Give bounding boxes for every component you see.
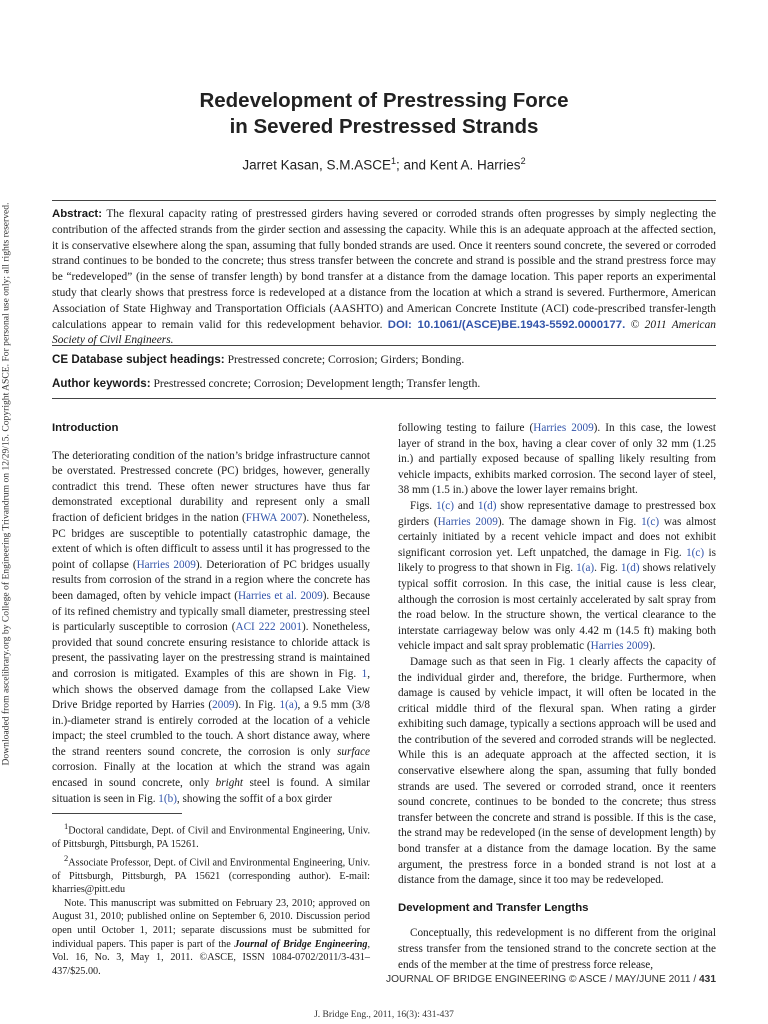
footnote-2: $^2$Associate Professor, Dept. of Civil and Environmental Engineering, Univ. of Pittsburgh, Pittsburgh, PA 15621 (corresponding author). E-mail: kharries@pitt.edu xyxy=(52,852,370,896)
page-footer xyxy=(386,974,716,985)
figure-link[interactable]: 1(a) xyxy=(279,699,298,712)
doi-label: DOI: xyxy=(387,318,412,331)
copyright: © 2011 American Society of Civil Engineers. xyxy=(52,318,716,347)
figure-link[interactable]: 1 xyxy=(361,667,368,680)
right-paragraph-1: following testing to failure (Harries 2009). In this case, the lowest layer of strand in the box, having a clear cover of only 32 mm (1.25 in.) and partially exposed because of spalling likely resulting from vehicle impacts, exhibits marked corrosion. The second layer of steel, 38 mm (1.5 in.) above the lower layer remains bright. xyxy=(398,422,716,497)
section-heading-introduction: Introduction xyxy=(52,422,119,434)
ce-subject-headings xyxy=(52,353,716,366)
ref-link[interactable]: ACI 222 2001 xyxy=(235,621,302,634)
right-column xyxy=(398,421,716,973)
right-paragraph-2: Figs. 1(c) and 1(d) show representative damage to prestressed box girders (Harries 2009). The damage shown in Fig. 1(c) was almost certainly initiated by a recent vehicle impact and does not exhibit significant corrosion yet. Left unpatched, the damage in Fig. 1(c) is likely to progress to that shown in Fig. 1(a). Fig. 1(d) shows relatively typical soffit corrosion. In this case, the initial cause is less clear, although the corrosion is most certainly accelerated by salt spray from the road below. In the structure shown, the vertical clearance to the interstate carriageway below was only 4.42 m (14.5 ft) making both vehicle impact and salt spray problematic (Harries 2009). xyxy=(398,499,717,653)
footnote-1: $^1$Doctoral candidate, Dept. of Civil and Environmental Engineering, Univ. of Pittsburgh, Pittsburgh, PA 15261. xyxy=(52,821,370,850)
figure-link[interactable]: 1(c) xyxy=(435,499,454,512)
right-paragraph-4: Conceptually, this redevelopment is no different from the original stress transfer from the tensioned strand to the concrete section at the ends of the member at the time of prestress force release, xyxy=(398,927,716,971)
author-keywords xyxy=(52,377,716,390)
author-2-affil: 2 xyxy=(520,156,526,166)
footnote-rule xyxy=(52,813,182,814)
manuscript-note: Note. This manuscript was submitted on February 23, 2010; approved on August 31, 2010; published online on September 6, 2010. Discussion period open until October 1, 2011; separate discussions must be submitted for individual papers. This paper is part of the Journal of Bridge Engineering, Vol. 16, No. 3, May 1, 2011. ©ASCE, ISSN 1084-0702/2011/3-431–437/$25.00. xyxy=(52,897,370,977)
figure-link[interactable]: 1(c) xyxy=(641,515,660,528)
paper-title xyxy=(0,88,768,140)
abstract-label: Abstract: xyxy=(52,208,103,220)
intro-paragraph: The deteriorating condition of the nation’s bridge infrastructure cannot be overstated. Prestressed concrete (PC) bridges, however, generally contradict this trend. These often newer structures have thus far demonstrated exceptional durability and represent only a small fraction of deficient bridges in the nation (FHWA 2007). Nonetheless, PC bridges are susceptible to potentially catastrophic damage, the extent of which is often difficult to assess until it has progressed to the point of collapse (Harries 2009). Deterioration of PC bridges usually results from corrosion of the strand in a region where the concrete has been damaged, often by vehicle impact (Harries et al. 2009). Because of its refined chemistry and typically small diameter, prestressing steel is particularly susceptible to corrosion (ACI 222 2001). Nonetheless, provided that sound concrete ensuring resistance to chloride attack is present, the passivating layer on the prestressing strand is maintained and corrosion is mitigated. Examples of this are shown in Fig. 1, which shows the observed damage from the collapsed Lake View Drive Bridge reported by Harries (2009). In Fig. 1(a), a 9.5 mm (3/8 in.)-diameter strand is entirely corroded at the location of a vehicle impact; the steel crumbled to the touch. A short distance away, where the strand reenters sound concrete, the corrosion is only surface corrosion. Finally at the location at which the strand was again encased in sound concrete, only bright steel is found. A similar situation is seen in Fig. 1(b), showing the soffit of a box girder xyxy=(52,449,371,805)
page-number: 431 xyxy=(699,974,716,985)
download-notice-sidebar xyxy=(0,202,13,766)
author-1: Jarret Kasan, S.M.ASCE xyxy=(242,157,391,173)
ref-link[interactable]: Harries 2009 xyxy=(136,558,196,571)
figure-link[interactable]: 1(d) xyxy=(477,499,497,512)
figure-link[interactable]: 1(d) xyxy=(620,562,640,575)
title-line-2: in Severed Prestressed Strands xyxy=(229,115,539,138)
figure-link[interactable]: 1(b) xyxy=(158,792,177,805)
abstract xyxy=(52,207,716,349)
author-keywords-label: Author keywords: xyxy=(52,377,151,390)
ce-headings-label: CE Database subject headings: xyxy=(52,353,225,366)
author-keywords-text: Prestressed concrete; Corrosion; Development length; Transfer length. xyxy=(150,377,481,390)
section-heading-development: Development and Transfer Lengths xyxy=(398,901,589,914)
abstract-text: The flexural capacity rating of prestressed girders having severed or corroded strands often progresses by simply neglecting the contribution of the affected strands from the girder section and assessing the capacity. While this is an adequate approach at the affected section, it is conservative elsewhere along the span, assuming that fully bonded strands are used. Once it reenters sound concrete, the severed or corroded strand continues to be bonded to the concrete; thus stress transfer between the concrete and strand is possible and the strand prestress force may be “redeveloped” (in the sense of transfer length) by bond transfer at a distance from the damage location. This paper reports an experimental study that clearly shows that prestress force is redeveloped at a distance from the location at which a strand is severed. Furthermore, American Association of State Highway and Transportation Officials (AASHTO) and American Concrete Institute (ACI) code-prescribed transfer-length calculations appear to remain valid for this redevelopment behavior. xyxy=(52,208,716,331)
ref-link[interactable]: Harries 2009 xyxy=(437,515,498,528)
download-notice-text: Downloaded from ascelibrary.org by College of Engineering Trivandrum on 12/29/15. Copyright ASCE. For personal use only; all rights reserved. xyxy=(0,202,12,766)
right-paragraph-3: Damage such as that seen in Fig. 1 clearly affects the capacity of the individual girder and, therefore, the bridge. Furthermore, when damage is caused by vehicle impact, it will often be located in the critical middle third of the flexural span. When rating a girder exhibiting such damage, typically a sections approach will be used and the contribution of the severed and corroded strands will be neglected. While this is an adequate approach at the affected section, it is conservative elsewhere along the span, assuming that fully bonded strands are used. The severed or corroded strand, once it reenters sound concrete, continues to be bonded to the concrete; thus stress transfer between the concrete and strand is possible. If this is the case, the strand may be redeveloped (in the sense of development length) by bond transfer at a distance from the damage location. By the same argument, the prestress force in a bonded strand is not lost at a distance from the damage, since it too may be redeveloped. xyxy=(398,655,716,887)
keywords-bottom-rule xyxy=(52,398,716,399)
ref-link[interactable]: Harries et al. 2009 xyxy=(237,589,323,602)
author-separator: ; and Kent A. Harries xyxy=(395,157,521,173)
figure-link[interactable]: 1(a) xyxy=(576,562,595,575)
figure-link[interactable]: 1(c) xyxy=(686,546,705,559)
ref-link[interactable]: Harries 2009 xyxy=(533,422,594,434)
ref-link[interactable]: 2009 xyxy=(212,699,235,712)
footnotes xyxy=(52,820,370,978)
abstract-bottom-rule xyxy=(52,345,716,346)
author-1-affil: 1 xyxy=(390,156,396,166)
doi-link[interactable]: 10.1061/(ASCE)BE.1943-5592.0000177. xyxy=(411,318,626,331)
ref-link[interactable]: Harries 2009 xyxy=(590,640,649,653)
abstract-top-rule xyxy=(52,200,716,201)
author-line xyxy=(0,156,768,173)
ref-link[interactable]: FHWA 2007 xyxy=(245,511,303,524)
left-column xyxy=(52,421,370,807)
footer-journal: JOURNAL OF BRIDGE ENGINEERING © ASCE / MAY/JUNE 2011 / xyxy=(385,974,699,985)
citation-line: J. Bridge Eng., 2011, 16(3): 431-437 xyxy=(314,1010,454,1020)
ce-headings-text: Prestressed concrete; Corrosion; Girders; Bonding. xyxy=(224,353,465,366)
title-line-1: Redevelopment of Prestressing Force xyxy=(199,89,569,112)
